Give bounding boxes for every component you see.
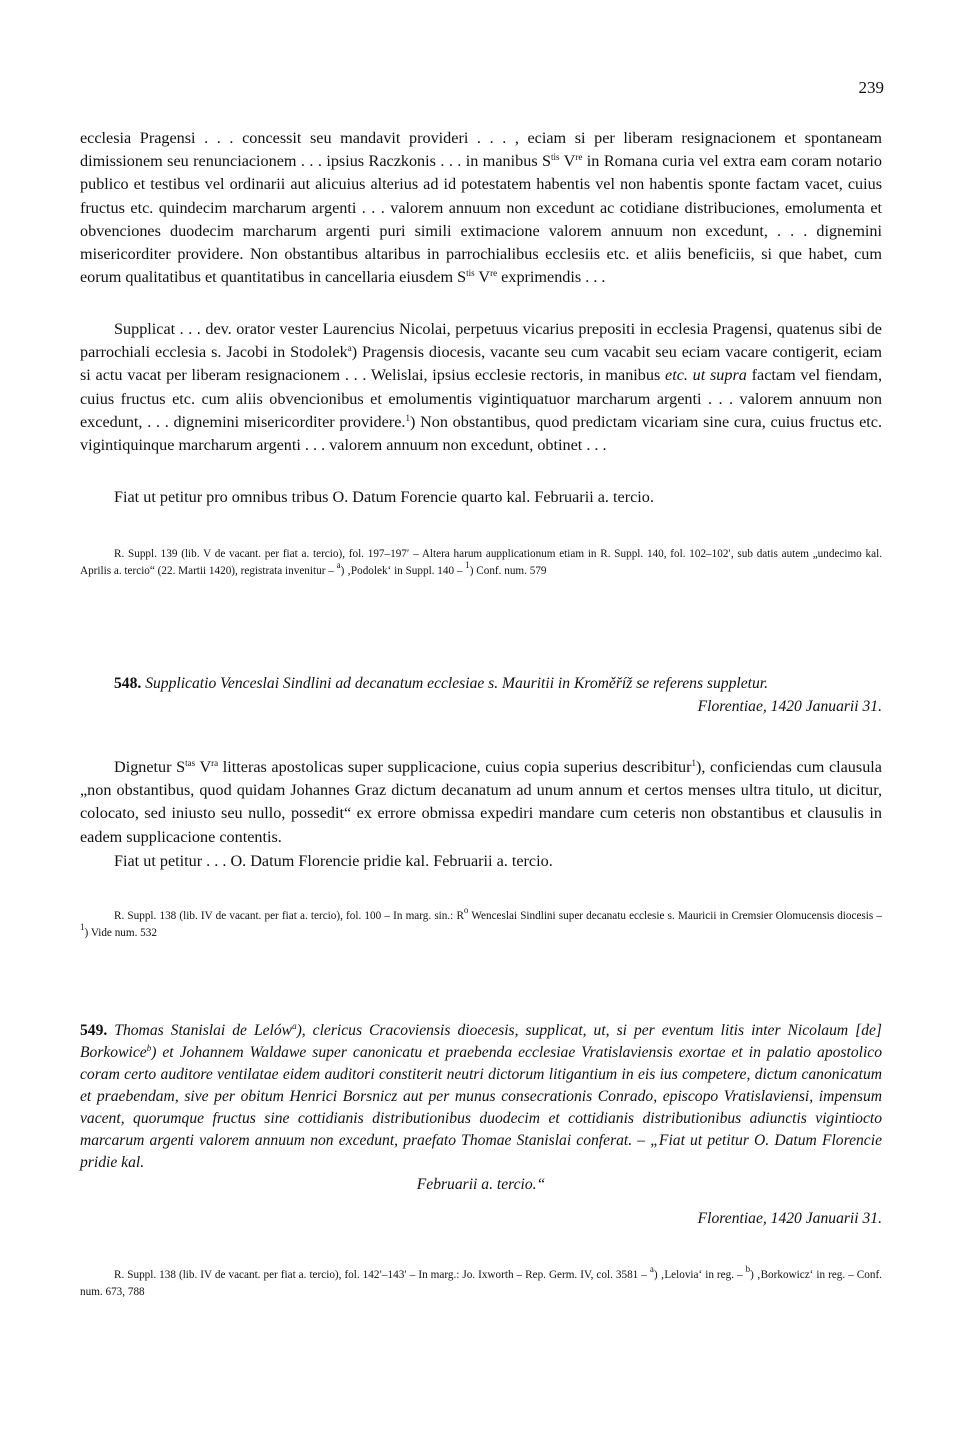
entry-548-heading [80,673,882,695]
entry-547-footnote: R. Suppl. 139 (lib. V de vacant. per fiat a. tercio), fol. 197–197′ – Altera harum aupplicationum etiam in R. Suppl. 140, fol. 102–102′, sub datis autem „undecimo kal. Aprilis a. tercio“ (22. Martii 1420), registrata invenitur – $^a$) ‚Podolek‘ in Suppl. 140 – $^1$) Conf. num. 579 [80,548,882,577]
page-number: 239 [858,78,884,97]
entry-549-center-line: Februarii a. tercio.“ [416,1176,546,1193]
entry-548-date: Florentiae, 1420 Januarii 31. [697,698,882,715]
entry-548-title: Supplicatio Venceslai Sindlini ad decanatum ecclesiae s. Mauritii in Kroměříž se referens suppletur. [145,675,768,692]
entry-548-paragraph-1: Dignetur $S^{tas}$ $V^{ra}$ litteras apostolicas super supplicacione, cuius copia superius describitur$^1$), conficiendas cum clausula „non obstantibus, quod quidam Johannes Graz dictum decanatum ad unum annum et certos menses ultra titulo, ut dicitur, colocato, sed iniusto seu nullo, possedit“ ex errore obmissa expediri mandare cum ceteris non obstantibus et clausulis in eadem supplicacione contentis. [80,758,882,846]
entry-549-date: Florentiae, 1420 Januarii 31. [697,1210,882,1227]
entry-549-number: 549. [80,1022,108,1039]
entry-549-regest: 549. Thomas Stanislai de Lelów$^a$), clericus Cracoviensis dioecesis, supplicat, ut, si per eventum litis inter Nicolaum [de] Borkowice$^b$) et Johannem Waldawe super canonicatu et praebenda ecclesiae Vratislaviensis exortae et in palatio apostolico coram certo auditore ventilatae eidem auditori constiterit neutri dictorum litigantium in eis ius competere, dictum canonicatum et praebendam, sive per obitum Henrici Borsnicz aut per munus consecrationis Conrado, episcopo Vratislaviensi, impensum vacent, quorumque fructus sine cottidianis distributionibus duodecim et cottidianis distributionibus adiunctis vigintiocto marcarum argenti valorem annuum non excedunt, praefato Thomae Stanislai conferat. – „Fiat ut petitur O. Datum Florencie pridie kal. Februarii a. tercio.“ [80,1020,882,1196]
entry-548-paragraph-2: Fiat ut petitur . . . O. Datum Florencie pridie kal. Februarii a. tercio. [114,852,553,870]
entry-549-footnote: R. Suppl. 138 (lib. IV de vacant. per fiat a. tercio), fol. 142′–143′ – In marg.: Jo. Ixworth – Rep. Germ. IV, col. 3581 – $^a$) ‚Lelovia‘ in reg. – $^b$) ‚Borkowicz‘ in reg. – Conf. num. 673, 788 [80,1264,882,1298]
entry-548-footnote: R. Suppl. 138 (lib. IV de vacant. per fiat a. tercio), fol. 100 – In marg. sin.: $R^o$ Wenceslai Sindlini super decanatu ecclesie s. Mauricii in Cremsier Olomucensis diocesis – $^1$) Vide num. 532 [80,905,882,939]
entry-547-paragraph-1: ecclesia Pragensi . . . concessit seu mandavit provideri . . . , eciam si per liberam resignacionem et spontaneam dimissionem seu renunciacionem . . . ipsius Raczkonis . . . in manibus $S^{tis}$ Vre in Romana curia vel extra eam coram notario publico et testibus vel ordinarii aut alicuius alterius ad id potestatem habentis vel non habentis sponte factam vacet, cuius fructus etc. quindecim marcharum argenti . . . valorem annuum non excedunt ac cotidiane distribuciones, emolumenta et obvenciones duodecim marcharum argenti puri simili extimacione valorem annuum non excedunt, . . . dignemini misericorditer providere. Non obstantibus altaribus in parrochialibus ecclesiis etc. et aliis beneficiis, si que habet, cum eorum qualitatibus et quantitatibus in cancellaria eiusdem $S^{tis}$ Vre exprimendis . . . [80,129,882,287]
entry-547-paragraph-2: Supplicat . . . dev. orator vester Laurencius Nicolai, perpetuus vicarius prepositi in ecclesia Pragensi, quatenus sibi de parrochiali ecclesia s. Jacobi in Stodolek$^a$) Pragensis diocesis, vacante seu cum vacabit seu eciam vacare contigerit, eciam si actu vacat per liberam resignacionem . . . Welislai, ipsius ecclesie rectoris, in manibus etc. ut supra factam vel fiendam, cuius fructus etc. cum aliis obvencionibus et emolumentis vigintiquatuor marcharum argenti . . . valorem annuum non excedunt, . . . dignemini misericorditer providere.$^1$) Non obstantibus, quod predictam vicariam sine cura, cuius fructus etc. vigintiquinque marcharum argenti . . . valorem annuum non excedunt, obtinet . . . [80,320,882,455]
entry-548-number: 548. [114,675,142,692]
entry-547-paragraph-3: Fiat ut petitur pro omnibus tribus O. Datum Forencie quarto kal. Februarii a. tercio. [114,488,654,506]
